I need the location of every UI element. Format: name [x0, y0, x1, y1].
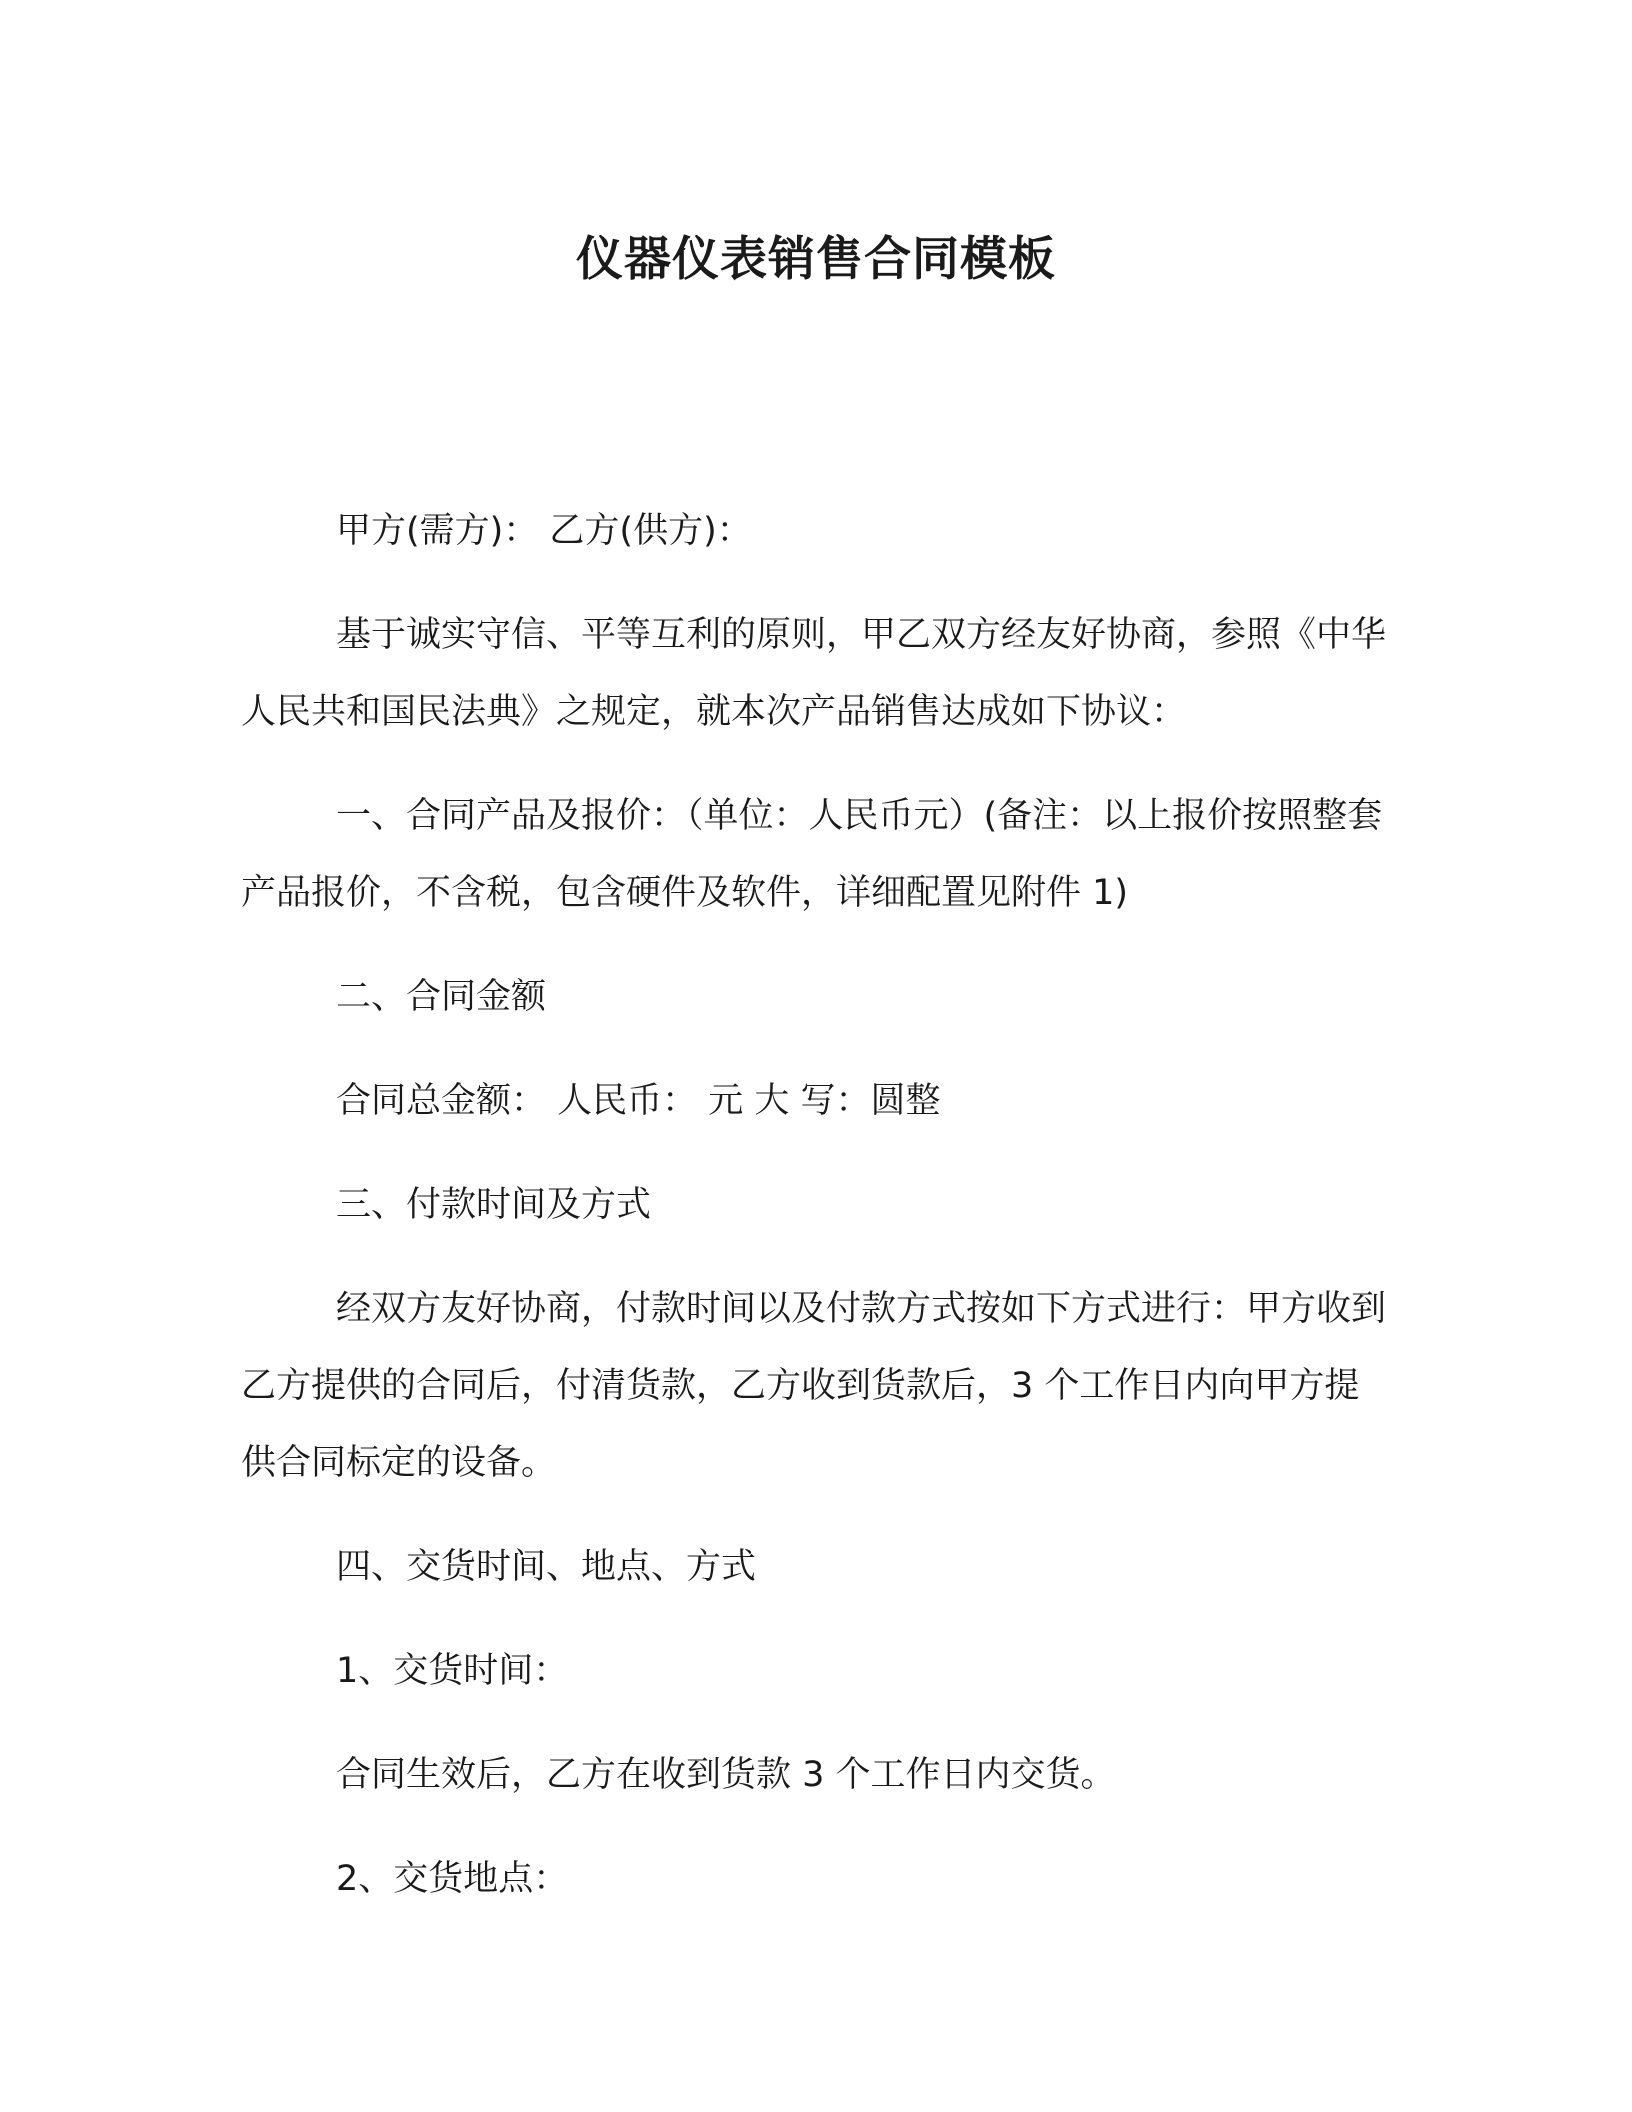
preamble-paragraph: 基于诚实守信、平等互利的原则，甲乙双方经友好协商，参照《中华人民共和国民法典》之规定，就本次产品销售达成如下协议：: [241, 615, 1387, 732]
section-3-heading: 三、付款时间及方式: [336, 1185, 652, 1225]
delivery-location-heading: 2、交货地点：: [336, 1859, 569, 1899]
section-1-products-pricing: 一、合同产品及报价：（单位：人民币元）(备注：以上报价按照整套产品报价，不含税，包含硬件及软件，详细配置见附件 1): [241, 796, 1383, 913]
section-2-heading: 二、合同金额: [336, 977, 547, 1017]
contract-total-amount: 合同总金额： 人民币： 元 大 写：圆整: [336, 1081, 941, 1121]
party-line: 甲方(需方)： 乙方(供方)：: [336, 511, 752, 551]
document-body: [241, 493, 1391, 1945]
document-title: 仪器仪表销售合同模板: [576, 232, 1056, 287]
payment-terms-paragraph: 经双方友好协商，付款时间以及付款方式按如下方式进行：甲方收到乙方提供的合同后，付清货款，乙方收到货款后，3 个工作日内向甲方提供合同标定的设备。: [241, 1289, 1387, 1483]
section-4-heading: 四、交货时间、地点、方式: [336, 1547, 757, 1587]
delivery-time-heading: 1、交货时间：: [336, 1651, 569, 1691]
delivery-time-paragraph: 合同生效后，乙方在收到货款 3 个工作日内交货。: [336, 1755, 1116, 1795]
